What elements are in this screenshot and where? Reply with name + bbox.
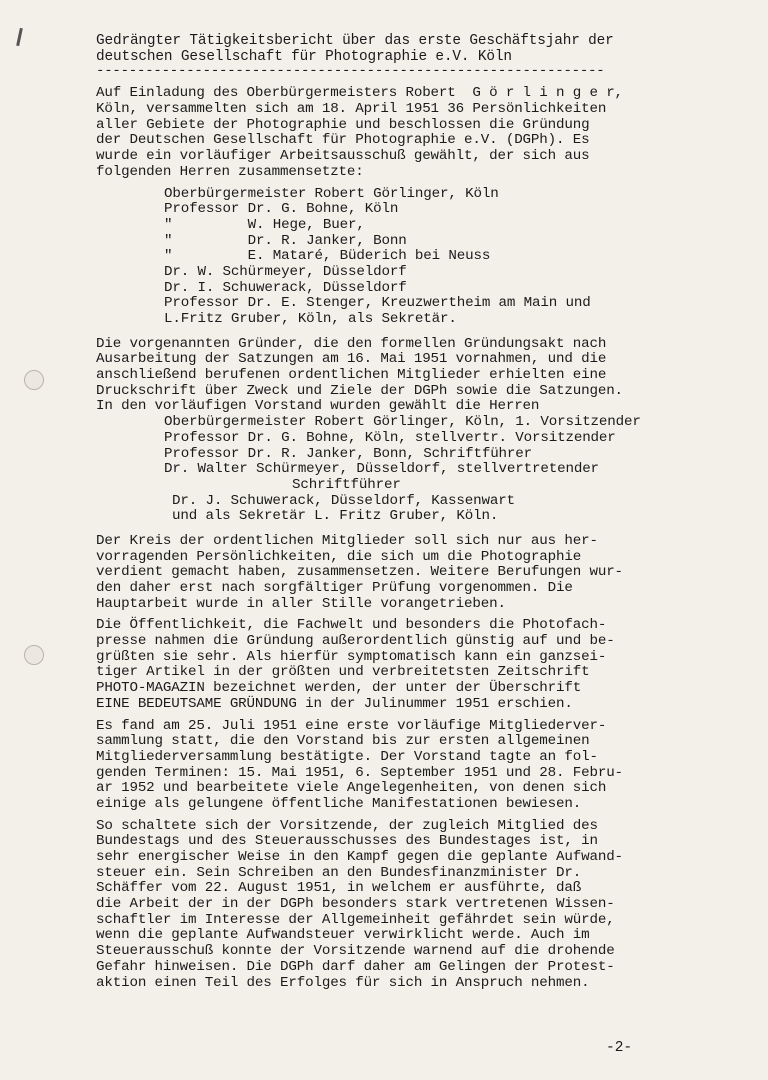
text-line: grüßten sie sehr. Als hierfür symptomatisch kann ein ganzsei- <box>96 648 607 665</box>
text-line: schaftler im Interesse der Allgemeinheit gefährdet sein würde, <box>96 911 615 928</box>
text-line: sammlung statt, die den Vorstand bis zur ersten allgemeinen <box>96 733 590 750</box>
text-line: Ausarbeitung der Satzungen am 16. Mai 1951 vornahmen, und die <box>96 351 607 368</box>
title-line: deutschen Gesellschaft für Photographie e.V. Köln <box>96 48 512 65</box>
text-line: Es fand am 25. Juli 1951 eine erste vorläufige Mitgliederver- <box>96 717 607 734</box>
board-list <box>96 415 706 525</box>
paragraph-board <box>96 337 706 415</box>
text-line: sehr energischer Weise in den Kampf gegen die geplante Aufwand- <box>96 849 623 865</box>
list-item: Dr. Walter Schürmeyer, Düsseldorf, stellvertretender <box>164 461 599 478</box>
margin-pen-mark <box>16 28 23 46</box>
text-line: Der Kreis der ordentlichen Mitglieder soll sich nur aus her- <box>96 532 598 549</box>
text-line: In den vorläufigen Vorstand wurden gewählt die Herren <box>96 398 540 415</box>
report-title <box>96 34 706 65</box>
typewritten-report <box>96 34 706 991</box>
text-line: verdient gemacht haben, zusammensetzen. Weitere Berufungen wur- <box>96 564 623 581</box>
list-item: und als Sekretär L. Fritz Gruber, Köln. <box>172 508 499 525</box>
committee-list <box>96 187 706 328</box>
text-line: folgenden Herren zusammensetzte: <box>96 163 364 180</box>
text-line: die Arbeit der in der DGPh besonders stark vertretenen Wissen- <box>96 896 615 913</box>
text-line: presse nahmen die Gründung außerordentlich günstig auf und be- <box>96 633 615 650</box>
page-number: -2- <box>606 1040 633 1056</box>
paragraph-meetings <box>96 719 706 813</box>
list-item: Professor Dr. G. Bohne, Köln, stellvertr. Vorsitzender <box>164 429 616 446</box>
text-line: PHOTO-MAGAZIN bezeichnet werden, der unter der Überschrift <box>96 680 582 697</box>
list-item: Professor Dr. G. Bohne, Köln <box>164 201 399 218</box>
text-line: So schaltete sich der Vorsitzende, der zugleich Mitglied des <box>96 817 598 834</box>
paragraph-press <box>96 618 706 712</box>
punch-hole <box>24 645 44 665</box>
text-line: Druckschrift über Zweck und Ziele der DGPh sowie die Satzungen. <box>96 382 623 399</box>
text-line: aktion einen Teil des Erfolges für sich in Anspruch nehmen. <box>96 974 590 991</box>
list-item: L.Fritz Gruber, Köln, als Sekretär. <box>164 311 457 327</box>
text-line: anschließend berufenen ordentlichen Mitglieder erhielten eine <box>96 367 607 384</box>
text-line: steuer ein. Sein Schreiben an den Bundesfinanzminister Dr. <box>96 864 582 881</box>
list-item: " W. Hege, Buer, <box>164 216 365 233</box>
text-line: vorragenden Persönlichkeiten, die sich um die Photographie <box>96 548 582 565</box>
text-line: der Deutschen Gesellschaft für Photographie e.V. (DGPh). Es <box>96 132 590 149</box>
text-line: einige als gelungene öffentliche Manifestationen bewiesen. <box>96 795 582 812</box>
text-line: Steuerausschuß konnte der Vorsitzende warnend auf die drohende <box>96 943 615 960</box>
text-line: ar 1952 und bearbeitete viele Angelegenheiten, von denen sich <box>96 780 607 797</box>
text-line: wenn die geplante Aufwandsteuer verwirklicht werde. Auch im <box>96 927 590 944</box>
list-item: Dr. I. Schuwerack, Düsseldorf <box>164 279 407 296</box>
list-item: Oberbürgermeister Robert Görlinger, Köln <box>164 185 499 202</box>
text-line: Gefahr hinweisen. Die DGPh darf daher am Gelingen der Protest- <box>96 958 615 975</box>
list-item: Schriftführer <box>292 476 401 493</box>
title-line: Gedrängter Tätigkeitsbericht über das erste Geschäftsjahr der <box>96 33 614 49</box>
punch-hole <box>24 370 44 390</box>
text-line: den daher erst nach sorgfältiger Prüfung vorgenommen. Die <box>96 580 573 596</box>
text-line: Bundestags und des Steuerausschusses des Bundestages ist, in <box>96 833 598 850</box>
text-line: Die vorgenannten Gründer, die den formellen Gründungsakt nach <box>96 335 607 352</box>
text-line: Mitgliederversammlung bestätigte. Der Vorstand tagte an fol- <box>96 748 598 765</box>
text-line: Hauptarbeit wurde in aller Stille vorangetrieben. <box>96 595 506 612</box>
text-line: genden Terminen: 15. Mai 1951, 6. September 1951 und 28. Febru- <box>96 764 623 781</box>
list-item: " Dr. R. Janker, Bonn <box>164 232 407 249</box>
text-line: tiger Artikel in der größten und verbreitetsten Zeitschrift <box>96 664 590 681</box>
paragraph-members <box>96 534 706 612</box>
text-line: aller Gebiete der Photographie und beschlossen die Gründung <box>96 116 590 133</box>
list-item: " E. Mataré, Büderich bei Neuss <box>164 248 491 265</box>
list-item: Oberbürgermeister Robert Görlinger, Köln, 1. Vorsitzender <box>164 414 641 431</box>
list-item: Dr. J. Schuwerack, Düsseldorf, Kassenwart <box>172 492 515 509</box>
text-line: wurde ein vorläufiger Arbeitsausschuß gewählt, der sich aus <box>96 148 590 165</box>
list-item: Professor Dr. R. Janker, Bonn, Schriftführer <box>164 445 533 462</box>
text-line: Köln, versammelten sich am 18. April 1951 36 Persönlichkeiten <box>96 101 607 118</box>
text-line: Die Öffentlichkeit, die Fachwelt und besonders die Photofach- <box>96 617 607 634</box>
paragraph-tax <box>96 819 706 992</box>
text-line: Auf Einladung des Oberbürgermeisters Robert G ö r l i n g e r, <box>96 85 623 102</box>
text-line: EINE BEDEUTSAME GRÜNDUNG in der Julinummer 1951 erschien. <box>96 695 573 712</box>
list-item: Dr. W. Schürmeyer, Düsseldorf <box>164 263 407 280</box>
text-line: Schäffer vom 22. August 1951, in welchem er ausführte, daß <box>96 880 582 897</box>
title-underline: -------------------------------------------------------------- <box>96 65 605 78</box>
paragraph-founding <box>96 86 706 180</box>
list-item: Professor Dr. E. Stenger, Kreuzwertheim am Main und <box>164 295 591 312</box>
